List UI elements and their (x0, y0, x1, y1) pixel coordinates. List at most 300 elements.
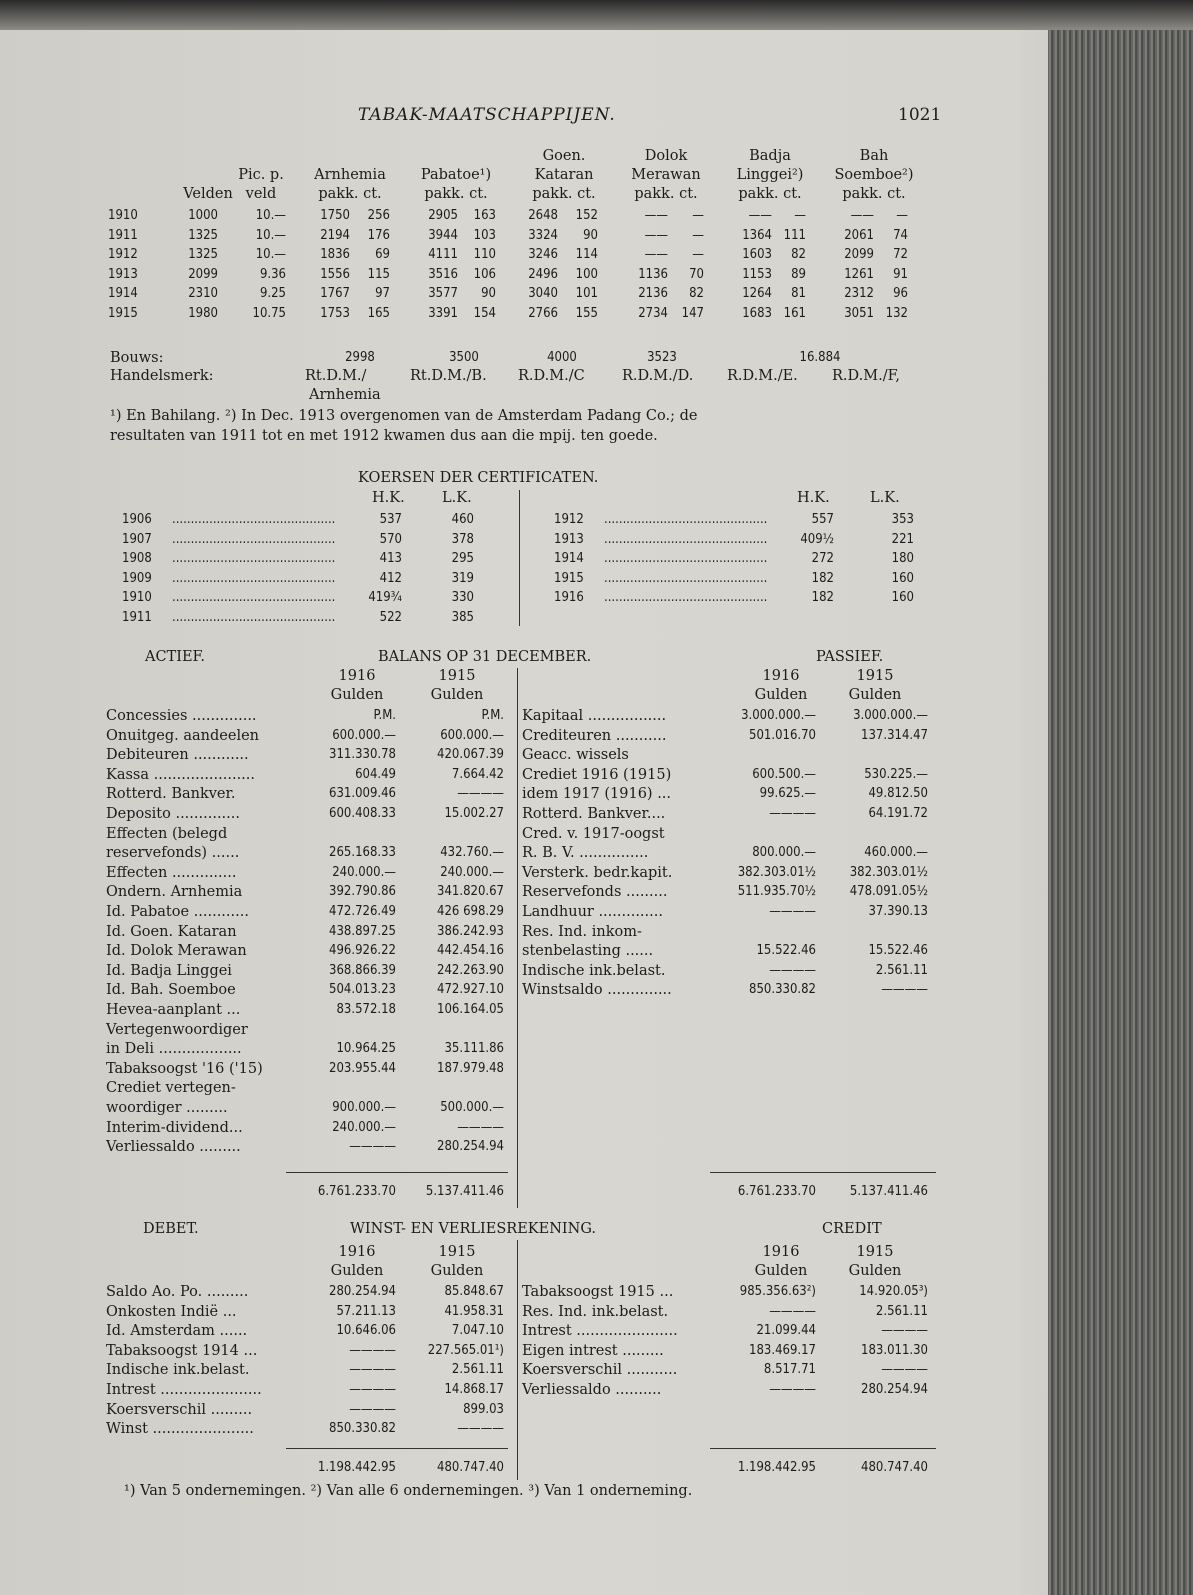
balans-unit-header: Gulden (430, 687, 484, 703)
winst-left-label: Intrest ...................... (106, 1382, 262, 1398)
balans-right-1916: ———— (769, 806, 816, 821)
balans-right-1915: 460.000.— (864, 845, 928, 861)
production-cell: 111 (783, 227, 806, 243)
production-cell: 82 (689, 286, 704, 302)
production-cell: 152 (575, 208, 598, 223)
balans-left-label: Effecten .............. (106, 864, 237, 881)
production-cell: 2099 (844, 247, 874, 263)
production-cell: 3516 (428, 266, 458, 282)
winst-right-label: Res. Ind. ink.belast. (522, 1303, 669, 1320)
production-cell: 9.25 (259, 286, 286, 302)
balans-left-label: Deposito .............. (106, 806, 240, 822)
koersen-year: 1913 (554, 531, 584, 547)
balans-left-label: Rotterd. Bankver. (106, 786, 236, 803)
balans-left-1915: P.M. (481, 708, 504, 723)
balans-left-1915: 600.000.— (440, 727, 504, 743)
production-cell: 1325 (188, 247, 218, 263)
koersen-year: 1908 (122, 551, 152, 567)
balans-right-1915: 137.314.47 (861, 727, 928, 743)
production-header-2-1: Arnhemia (314, 167, 386, 183)
production-cell: 2648 (528, 208, 558, 223)
production-cell: 1136 (638, 266, 668, 282)
winst-left-1916: 850.330.82 (329, 1421, 396, 1437)
koersen-year: 1907 (122, 531, 152, 547)
balans-right-1915: 530.225.— (864, 766, 928, 782)
production-cell: 1753 (320, 306, 350, 321)
production-cell: 81 (791, 286, 806, 302)
production-cell: 9.36 (259, 266, 286, 282)
book-page-edges (1048, 30, 1193, 1595)
balans-left-1915: 240.000.— (440, 864, 504, 880)
balans-left-1916: 438.897.25 (329, 923, 396, 939)
production-cell: 110 (473, 247, 496, 263)
koersen-year: 1916 (554, 590, 584, 606)
footnote-production-1: ¹) En Bahilang. ²) In Dec. 1913 overgenomen van de Amsterdam Padang Co.; de (110, 408, 698, 424)
production-cell: 90 (583, 227, 598, 243)
production-cell: 1910 (108, 208, 138, 223)
winst-footnote: ¹) Van 5 ondernemingen. ²) Van alle 6 ondernemingen. ³) Van 1 onderneming. (124, 1483, 693, 1499)
production-header-4-1: Kataran (534, 167, 594, 183)
leader-dots: ............................................ (172, 610, 336, 625)
koersen-hk: 419¾ (368, 590, 402, 606)
production-cell: —— (748, 208, 772, 223)
balans-right-1916: 15.522.46 (756, 943, 816, 959)
winst-left-1916: 57.211.13 (336, 1303, 396, 1319)
balans-left-1915: 280.254.94 (437, 1139, 504, 1155)
balans-left-1915: ———— (457, 1119, 504, 1135)
balans-total-rule-left (286, 1172, 508, 1173)
production-cell: 1325 (188, 227, 218, 243)
production-cell: 2766 (528, 306, 558, 321)
winst-total: 480.747.40 (437, 1460, 504, 1475)
winst-right-1915: 183.011.30 (861, 1342, 928, 1358)
balans-left-1915: 341.820.67 (437, 884, 504, 900)
winst-debet-heading: DEBET. (143, 1221, 199, 1237)
production-cell: 1000 (188, 208, 218, 223)
production-cell: 1914 (108, 286, 138, 302)
footnote-production-2: resultaten van 1911 tot en met 1912 kwamen dus aan die mpij. ten goede. (110, 428, 658, 444)
production-cell: 1603 (742, 247, 772, 263)
balans-left-1916: 496.926.22 (329, 943, 396, 959)
balans-total: 6.761.233.70 (317, 1184, 396, 1199)
balans-right-1915: 49.812.50 (868, 786, 928, 802)
production-cell: 132 (885, 306, 908, 321)
winst-left-1915: 14.868.17 (444, 1382, 504, 1397)
winst-total: 480.747.40 (861, 1460, 928, 1475)
winst-right-label: Koersverschil ........... (522, 1362, 678, 1379)
bouws-value: 3523 (647, 350, 677, 365)
production-cell: 103 (473, 227, 496, 243)
production-cell: 1980 (188, 306, 218, 321)
koersen-hk-right: H.K. (797, 490, 830, 506)
balans-left-1915: 426 698.29 (437, 904, 504, 919)
balans-left-label: Ondern. Arnhemia (106, 884, 243, 901)
koersen-lk-right: L.K. (870, 490, 900, 506)
production-header-2-2: pakk. ct. (318, 186, 382, 202)
production-cell: 114 (575, 247, 598, 263)
production-cell: 3246 (528, 247, 558, 263)
handelsmerk-value: R.D.M./E. (727, 368, 798, 384)
handelsmerk-value: R.D.M./F, (832, 368, 900, 384)
winst-right-1916: ———— (769, 1303, 816, 1319)
winst-left-label: Koersverschil ......... (106, 1401, 253, 1418)
balans-total: 5.137.411.46 (425, 1184, 504, 1199)
production-cell: 89 (791, 266, 806, 282)
koersen-hk: 182 (811, 570, 834, 586)
winst-left-label: Tabaksoogst 1914 ... (106, 1342, 258, 1359)
balans-left-1916: 368.866.39 (329, 962, 396, 978)
koersen-lk: 319 (451, 570, 474, 586)
koersen-hk: 570 (379, 531, 402, 547)
production-header-4-2: pakk. ct. (532, 186, 596, 202)
production-cell: 3040 (528, 286, 558, 302)
production-cell: 256 (367, 208, 390, 223)
balans-left-1916: 600.000.— (332, 727, 396, 743)
production-cell: 163 (473, 208, 496, 223)
winst-unit-header: Gulden (430, 1263, 484, 1279)
balans-unit-header: Gulden (754, 687, 808, 703)
winst-right-label: Eigen intrest ......... (522, 1342, 664, 1359)
balans-right-1915: 15.522.46 (868, 943, 928, 959)
balans-left-1916: 900.000.— (332, 1100, 396, 1115)
balans-left-label: Tabaksoogst '16 ('15) (106, 1060, 263, 1077)
production-cell: 4111 (428, 247, 458, 263)
production-cell: 115 (367, 266, 390, 282)
balans-left-label: Id. Pabatoe ............ (106, 904, 249, 920)
production-cell: —— (644, 227, 668, 243)
winst-right-1915: 280.254.94 (861, 1382, 928, 1397)
balans-right-label: Cred. v. 1917-oogst (522, 825, 665, 842)
winst-unit-header: Gulden (754, 1263, 808, 1279)
balans-year-header: 1916 (338, 668, 376, 684)
balans-right-label: Crediteuren ........... (522, 727, 667, 744)
balans-year-header: 1916 (762, 668, 800, 684)
balans-right-1915: 3.000.000.— (853, 708, 928, 723)
leader-dots: ............................................ (172, 531, 336, 547)
leader-dots: ............................................ (604, 590, 768, 606)
production-cell: 2312 (844, 286, 874, 302)
balans-left-1915: 432.760.— (440, 845, 504, 861)
balans-left-label: Verliessaldo ......... (106, 1139, 241, 1156)
production-cell: 69 (375, 247, 390, 263)
koersen-lk: 385 (451, 610, 474, 625)
production-cell: 1261 (844, 266, 874, 282)
balans-year-header: 1915 (856, 668, 894, 684)
balans-left-1916: 600.408.33 (329, 806, 396, 821)
winst-left-1916: ———— (349, 1362, 396, 1378)
leader-dots: ............................................ (604, 531, 768, 547)
production-cell: 1364 (742, 227, 772, 243)
winst-title: WINST- EN VERLIESREKENING. (350, 1221, 596, 1237)
winst-divider (517, 1240, 518, 1480)
winst-total-rule-right (710, 1448, 936, 1449)
production-cell: 161 (783, 306, 806, 321)
production-header-6-1: Linggei²) (736, 167, 804, 183)
winst-left-1916: 10.646.06 (336, 1323, 396, 1339)
production-cell: 100 (575, 266, 598, 282)
winst-right-1916: ———— (769, 1382, 816, 1397)
production-header-1-1: Pic. p. (238, 167, 284, 183)
page-top-shadow (0, 0, 1193, 30)
production-header-7-0: Bah (859, 148, 889, 164)
koersen-lk: 460 (451, 512, 474, 527)
production-cell: — (692, 227, 704, 243)
balans-right-1916: ———— (769, 962, 816, 978)
page-number: 1021 (898, 105, 942, 125)
balans-left-label: Id. Bah. Soemboe (106, 982, 236, 999)
winst-year-header: 1916 (338, 1244, 376, 1260)
winst-right-1916: 183.469.17 (749, 1342, 816, 1358)
koersen-year: 1915 (554, 570, 584, 586)
production-cell: 176 (367, 227, 390, 243)
production-cell: — (692, 208, 704, 223)
balans-right-label: Winstsaldo .............. (522, 982, 672, 999)
winst-right-label: Intrest ...................... (522, 1323, 678, 1340)
balans-left-1916: 265.168.33 (329, 845, 396, 861)
production-header-5-0: Dolok (644, 148, 688, 164)
production-cell: 1683 (742, 306, 772, 321)
koersen-lk: 160 (891, 570, 914, 586)
winst-total: 1.198.442.95 (317, 1460, 396, 1475)
koersen-hk: 413 (379, 551, 402, 567)
balans-left-1916: 240.000.— (332, 864, 396, 880)
koersen-year: 1912 (554, 512, 584, 527)
winst-left-label: Saldo Ao. Po. ......... (106, 1284, 249, 1300)
koersen-year: 1911 (122, 610, 152, 625)
production-cell: 82 (791, 247, 806, 263)
balans-right-1916: 850.330.82 (749, 982, 816, 998)
balans-left-1916: 240.000.— (332, 1119, 396, 1135)
production-cell: — (692, 247, 704, 263)
bouws-value: 2998 (345, 350, 375, 365)
koersen-hk-left: H.K. (372, 490, 405, 506)
production-cell: 1556 (320, 266, 350, 282)
handelsmerk-value: Rt.D.M./B. (410, 368, 487, 384)
winst-right-1915: 14.920.05³) (859, 1284, 928, 1299)
koersen-hk: 522 (379, 610, 402, 625)
production-cell: 1153 (742, 266, 772, 282)
balans-total-rule-right (710, 1172, 936, 1173)
winst-left-1915: 85.848.67 (444, 1284, 504, 1299)
koersen-hk: 557 (811, 512, 834, 527)
balans-left-1915: 442.454.16 (437, 943, 504, 959)
koersen-lk: 378 (451, 531, 474, 547)
winst-right-label: Tabaksoogst 1915 ... (522, 1284, 674, 1300)
production-cell: 1911 (108, 227, 138, 243)
balans-year-header: 1915 (438, 668, 476, 684)
balans-left-label: Concessies .............. (106, 708, 257, 724)
balans-actief-heading: ACTIEF. (145, 649, 205, 665)
leader-dots: ............................................ (172, 512, 336, 527)
production-cell: 90 (481, 286, 496, 302)
balans-left-1915: 106.164.05 (437, 1002, 504, 1017)
production-cell: 2061 (844, 227, 874, 243)
production-cell: 154 (473, 306, 496, 321)
production-cell: 1913 (108, 266, 138, 282)
balans-right-1915: 2.561.11 (875, 962, 928, 978)
koersen-year: 1914 (554, 551, 584, 567)
winst-right-1915: ———— (881, 1323, 928, 1339)
koersen-hk: 412 (379, 570, 402, 586)
balans-right-label: Res. Ind. inkom- (522, 923, 642, 940)
winst-year-header: 1915 (856, 1244, 894, 1260)
balans-left-label: Id. Badja Linggei (106, 962, 232, 979)
production-cell: 10.— (255, 227, 286, 243)
balans-right-1916: 501.016.70 (749, 727, 816, 743)
balans-left-1916: 83.572.18 (336, 1002, 396, 1017)
koersen-hk: 272 (811, 551, 834, 567)
production-header-7-2: pakk. ct. (842, 186, 906, 202)
production-cell: 1750 (320, 208, 350, 223)
winst-left-label: Onkosten Indië ... (106, 1303, 237, 1320)
handelsmerk-label: Handelsmerk: (110, 368, 214, 384)
winst-credit-heading: CREDIT (822, 1221, 882, 1237)
bouws-label: Bouws: (110, 350, 164, 366)
production-cell: 1912 (108, 247, 138, 263)
production-cell: 2310 (188, 286, 218, 302)
balans-left-1916: 203.955.44 (329, 1060, 396, 1076)
production-cell: 72 (893, 247, 908, 263)
balans-left-1915: 386.242.93 (437, 923, 504, 939)
leader-dots: ............................................ (172, 590, 336, 606)
production-header-6-0: Badja (749, 148, 791, 164)
winst-right-1916: 8.517.71 (763, 1362, 816, 1378)
winst-left-1915: 899.03 (463, 1401, 504, 1417)
balans-left-label: Id. Dolok Merawan (106, 943, 247, 960)
balans-total: 6.761.233.70 (737, 1184, 816, 1199)
production-header-3-1: Pabatoe¹) (420, 167, 492, 183)
balans-right-1915: ———— (881, 982, 928, 998)
balans-left-1915: 7.664.42 (451, 766, 504, 782)
balans-divider (517, 668, 518, 1208)
production-header-6-2: pakk. ct. (738, 186, 802, 202)
production-cell: 155 (575, 306, 598, 321)
balans-right-label: Rotterd. Bankver.... (522, 806, 666, 822)
production-cell: 2194 (320, 227, 350, 243)
production-cell: 2099 (188, 266, 218, 282)
production-cell: 106 (473, 266, 496, 282)
balans-right-label: Geacc. wissels (522, 747, 629, 764)
production-cell: 96 (893, 286, 908, 302)
winst-left-1916: ———— (349, 1342, 396, 1358)
koersen-lk: 160 (891, 590, 914, 606)
winst-unit-header: Gulden (848, 1263, 902, 1279)
balans-left-1916: 504.013.23 (329, 982, 396, 998)
production-cell: 1767 (320, 286, 350, 302)
balans-left-1915: ———— (457, 786, 504, 802)
koersen-hk: 537 (379, 512, 402, 527)
balans-right-1915: 382.303.01½ (849, 864, 928, 880)
leader-dots: ............................................ (172, 551, 336, 567)
balans-left-1915: 500.000.— (440, 1100, 504, 1115)
balans-right-1916: 511.935.70½ (737, 884, 816, 900)
koersen-lk: 221 (891, 531, 914, 547)
balans-left-1915: 35.111.86 (444, 1041, 504, 1057)
winst-right-1915: 2.561.11 (875, 1303, 928, 1319)
balans-right-1916: 382.303.01½ (737, 864, 816, 880)
balans-left-1915: 242.263.90 (437, 962, 504, 978)
production-header-4-0: Goen. (542, 148, 586, 164)
koersen-year: 1906 (122, 512, 152, 527)
winst-right-1916: 985.356.63²) (739, 1284, 816, 1299)
running-title: TABAK-MAATSCHAPPIJEN. (358, 105, 616, 125)
koersen-year: 1910 (122, 590, 152, 606)
koersen-lk: 180 (891, 551, 914, 567)
leader-dots: ............................................ (604, 570, 768, 586)
production-cell: 97 (375, 286, 390, 302)
balans-right-label: stenbelasting ...... (522, 943, 654, 960)
balans-left-1916: 392.790.86 (329, 884, 396, 900)
balans-unit-header: Gulden (848, 687, 902, 703)
balans-left-label: Id. Goen. Kataran (106, 923, 237, 940)
handelsmerk-value: R.D.M./C (518, 368, 585, 384)
balans-left-label: Vertegenwoordiger (106, 1021, 248, 1038)
winst-right-1915: ———— (881, 1362, 928, 1378)
balans-right-label: R. B. V. ............... (522, 845, 649, 862)
leader-dots: ............................................ (604, 551, 768, 567)
winst-left-1915: 2.561.11 (451, 1362, 504, 1378)
balans-left-label: Hevea-aanplant ... (106, 1002, 241, 1018)
balans-right-1915: 64.191.72 (868, 806, 928, 821)
koersen-title: KOERSEN DER CERTIFICATEN. (358, 470, 599, 486)
winst-left-1915: ———— (457, 1421, 504, 1437)
balans-right-label: Reservefonds ......... (522, 884, 668, 901)
balans-right-1915: 37.390.13 (868, 904, 928, 919)
leader-dots: ............................................ (172, 570, 336, 586)
production-header-5-1: Merawan (631, 167, 701, 183)
winst-total-rule-left (286, 1448, 508, 1449)
production-cell: 147 (681, 306, 704, 321)
production-cell: 2136 (638, 286, 668, 302)
winst-left-1915: 41.958.31 (444, 1303, 504, 1319)
production-cell: 10.— (255, 247, 286, 263)
production-cell: — (896, 208, 908, 223)
winst-right-label: Verliessaldo .......... (522, 1382, 662, 1398)
balans-passief-heading: PASSIEF. (816, 649, 884, 665)
balans-left-1915: 420.067.39 (437, 747, 504, 763)
bouws-value: 16.884 (799, 350, 841, 365)
production-header-0-2: Velden (183, 186, 233, 202)
winst-left-1916: ———— (349, 1401, 396, 1417)
balans-left-1916: ———— (349, 1139, 396, 1155)
production-cell: 2734 (638, 306, 668, 321)
winst-left-1916: ———— (349, 1382, 396, 1397)
balans-right-label: idem 1917 (1916) ... (522, 786, 672, 803)
winst-total: 1.198.442.95 (737, 1460, 816, 1475)
balans-left-1915: 472.927.10 (437, 982, 504, 998)
production-cell: 1264 (742, 286, 772, 302)
balans-left-label: Crediet vertegen- (106, 1080, 236, 1097)
production-cell: — (794, 208, 806, 223)
balans-title: BALANS OP 31 DECEMBER. (378, 649, 592, 665)
handelsmerk-value: Rt.D.M./ (305, 368, 367, 384)
balans-left-label: Interim-dividend... (106, 1119, 243, 1136)
production-cell: 91 (893, 266, 908, 282)
winst-year-header: 1916 (762, 1244, 800, 1260)
production-header-5-2: pakk. ct. (634, 186, 698, 202)
koersen-hk: 182 (811, 590, 834, 606)
production-header-1-2: veld (245, 186, 277, 202)
balans-left-1916: 311.330.78 (329, 747, 396, 763)
production-cell: 1915 (108, 306, 138, 321)
production-cell: 1836 (320, 247, 350, 263)
production-cell: 10.— (255, 208, 286, 223)
balans-left-1916: 10.964.25 (336, 1041, 396, 1057)
production-header-7-1: Soemboe²) (834, 167, 914, 183)
koersen-lk: 330 (451, 590, 474, 606)
winst-year-header: 1915 (438, 1244, 476, 1260)
balans-left-label: in Deli .................. (106, 1041, 242, 1058)
